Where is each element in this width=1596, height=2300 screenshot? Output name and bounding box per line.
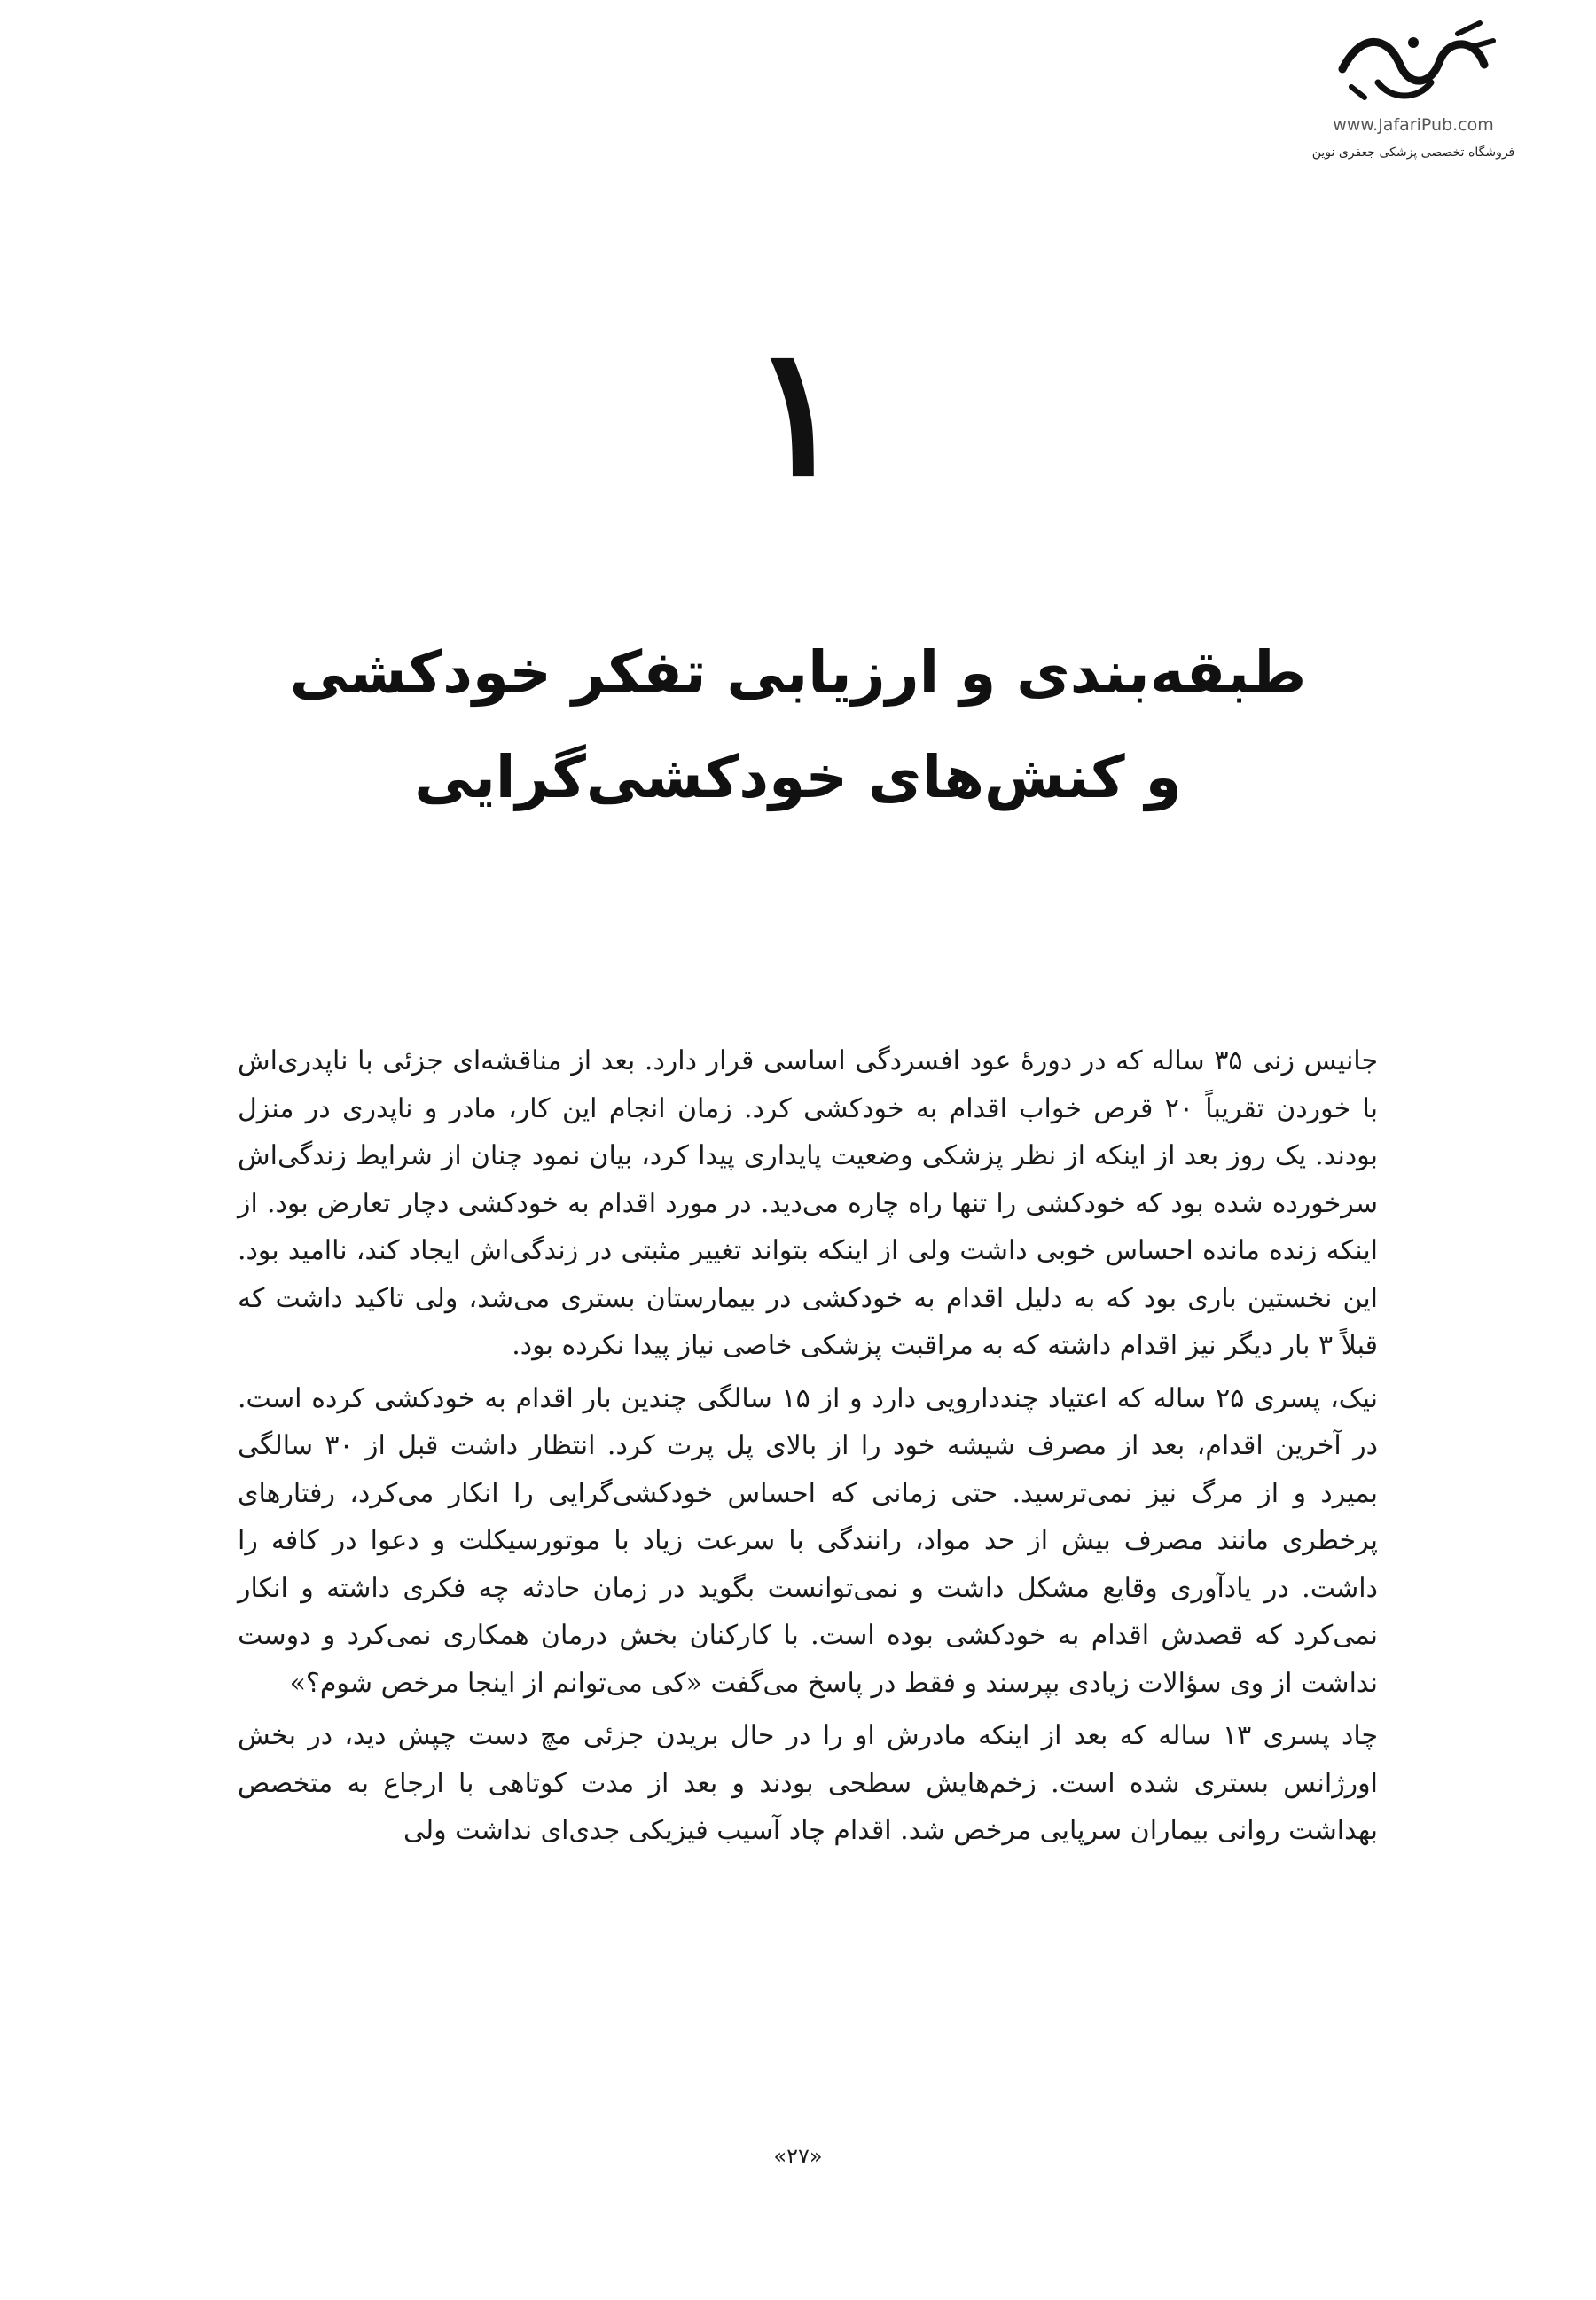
page-number: «۲۷» [773,2144,823,2169]
publisher-logo [1263,16,1564,160]
paragraph: جانیس زنی ۳۵ ساله که در دورهٔ عود افسردگی اساسی قرار دارد. بعد از مناقشه‌ای جزئی با ناپدری‌اش با خوردن تقریباً ۲۰ قرص خواب اقدام به خودکشی کرد. زمان انجام این کار، مادر و ناپدری در منزل بودند. یک روز بعد از اینکه از نظر پزشکی وضعیت پایداری پیدا کرد، بیان نمود چنان از شرایط زندگی‌اش سرخورده شده بود که خودکشی را تنها راه چاره می‌دید. در مورد اقدام به خودکشی دچار تعارض بود. از اینکه زنده مانده احساس خوبی داشت ولی از اینکه بتواند تغییر مثبتی در زندگی‌اش ایجاد کند، ناامید بود. این نخستین باری بود که به دلیل اقدام به خودکشی در بیمارستان بستری می‌شد، ولی تاکید داشت که قبلاً ۳ بار دیگر نیز اقدام داشته که به مراقبت پزشکی خاصی نیاز پیدا نکرده بود. [238,1045,1379,1361]
publisher-url: www.JafariPub.com [1333,115,1494,135]
paragraph: چاد پسری ۱۳ ساله که بعد از اینکه مادرش او را در حال بریدن جزئی مچ دست چپش دید، در بخش اورژانس بستری شده است. زخم‌هایش سطحی بودند و بعد از مدت کوتاهی با ارجاع به متخصص بهداشت روانی بیماران سرپایی مرخص شد. اقدام چاد آسیب فیزیکی جدی‌ای نداشت ولی [238,1720,1379,1846]
chapter-number: ۱ [750,308,846,516]
paragraph: نیک، پسری ۲۵ ساله که اعتیاد چنددارویی دارد و از ۱۵ سالگی چندین بار اقدام به خودکشی کرده است. در آخرین اقدام، بعد از مصرف شیشه خود را از بالای پل پرت کرد. انتظار داشت قبل از ۳۰ سالگی بمیرد و از مرگ نیز نمی‌ترسید. حتی زمانی که احساس خودکشی‌گرایی را انکار می‌کرد، رفتارهای پرخطری مانند مصرف بیش از حد مواد، رانندگی با سرعت زیاد با موتورسیکلت و دعوا در کافه را داشت. در یادآوری وقایع مشکل داشت و نمی‌توانست بگوید در زمان حادثه چه فکری داشته و انکار نمی‌کرد که قصدش اقدام به خودکشی بوده است. با کارکنان بخش درمان همکاری نمی‌کرد و دوست نداشت از وی سؤالات زیادی بپرسند و فقط در پاسخ می‌گفت «کی می‌توانم از اینجا مرخص شوم؟» [238,1382,1379,1699]
publisher-caption: فروشگاه تخصصی پزشکی جعفری نوین [1311,145,1515,160]
body-text [238,1037,1378,1860]
chapter-title-line-1: طبقه‌بندی و ارزیابی تفکر خودکشی [289,638,1307,707]
chapter-title [222,621,1374,830]
publisher-logo-icon [1325,16,1502,113]
chapter-title-line-2: و کنش‌های خودکشی‌گرایی [414,743,1182,811]
